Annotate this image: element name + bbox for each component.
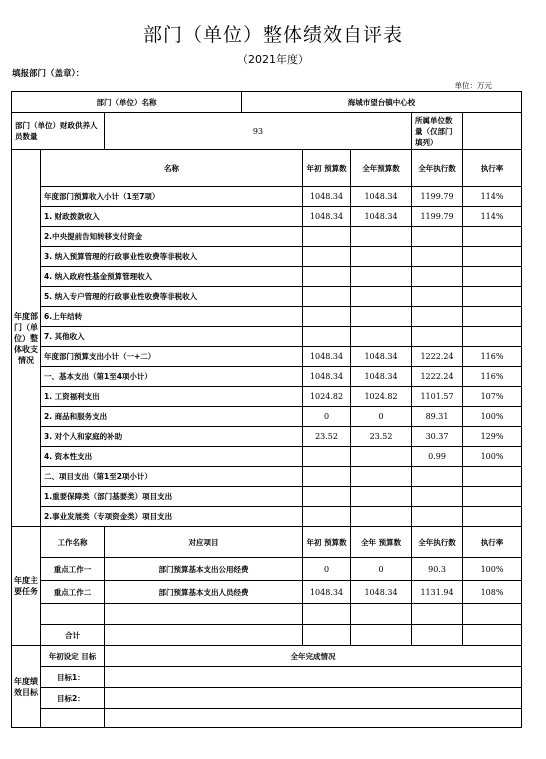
budget-item-exec: 30.37	[412, 427, 463, 447]
budget-row	[12, 347, 522, 367]
budget-item-name: 1. 财政拨款收入	[41, 207, 303, 227]
budget-item-exec	[412, 287, 463, 307]
budget-item-initial	[303, 327, 351, 347]
budget-row	[12, 407, 522, 427]
budget-item-rate	[463, 247, 522, 267]
budget-row	[12, 267, 522, 287]
budget-row	[12, 227, 522, 247]
budget-item-initial: 0	[303, 407, 351, 427]
task-total-row	[12, 625, 522, 646]
budget-item-full	[351, 327, 412, 347]
tasks-col-rate: 执行率	[463, 527, 522, 558]
page-title: 部门（单位）整体绩效自评表	[142, 24, 403, 46]
budget-row	[12, 487, 522, 507]
budget-row	[12, 247, 522, 267]
budget-col-exec: 全年执行数	[412, 150, 463, 187]
budget-item-full: 0	[351, 407, 412, 427]
budget-col-initial: 年初 预算数	[303, 150, 351, 187]
budget-item-rate: 114%	[463, 187, 522, 207]
budget-item-name: 3. 对个人和家庭的补助	[41, 427, 303, 447]
budget-item-rate: 114%	[463, 207, 522, 227]
budget-item-full	[351, 487, 412, 507]
tasks-col-project: 对应项目	[105, 527, 303, 558]
budget-item-exec	[412, 487, 463, 507]
budget-item-rate	[463, 287, 522, 307]
page-subtitle: （2021年度）	[237, 53, 309, 66]
budget-item-exec: 1222.24	[412, 347, 463, 367]
budget-item-name: 年度部门预算收入小计（1至7项）	[41, 187, 303, 207]
budget-item-initial	[303, 487, 351, 507]
goals-col-set: 年初设定 目标	[41, 646, 105, 667]
budget-item-rate	[463, 267, 522, 287]
budget-col-rate: 执行率	[463, 150, 522, 187]
budget-item-initial	[303, 447, 351, 467]
budget-row	[12, 307, 522, 327]
budget-item-full	[351, 307, 412, 327]
budget-item-name: 2.中央提前告知转移支付资金	[41, 227, 303, 247]
budget-item-initial: 1048.34	[303, 207, 351, 227]
budget-item-initial: 1048.34	[303, 187, 351, 207]
budget-item-rate: 100%	[463, 407, 522, 427]
budget-item-exec: 1101.57	[412, 387, 463, 407]
dept-name-value: 海城市望台镇中心校	[242, 92, 522, 113]
goal-1-label: 目标1：	[41, 667, 105, 688]
budget-item-rate: 129%	[463, 427, 522, 447]
budget-col-name: 名称	[41, 150, 303, 187]
tasks-col-full: 全年 预算数	[351, 527, 412, 558]
budget-item-name: 2.事业发展类（专项资金类）项目支出	[41, 507, 303, 527]
budget-item-full: 1048.34	[351, 187, 412, 207]
budget-item-rate: 116%	[463, 347, 522, 367]
budget-item-initial	[303, 287, 351, 307]
sub-units-value	[463, 113, 522, 150]
budget-item-exec: 89.31	[412, 407, 463, 427]
budget-item-name: 4. 纳入政府性基金预算管理收入	[41, 267, 303, 287]
budget-item-full: 1048.34	[351, 207, 412, 227]
performance-table	[11, 91, 522, 728]
budget-item-initial: 1048.34	[303, 367, 351, 387]
task-initial: 0	[303, 558, 351, 581]
budget-row	[12, 287, 522, 307]
budget-item-full: 1048.34	[351, 367, 412, 387]
budget-item-full	[351, 467, 412, 487]
staff-label: 部门（单位）财政供养人员数量	[12, 113, 105, 150]
budget-col-full: 全年预算数	[351, 150, 412, 187]
task-name: 重点工作一	[41, 558, 105, 581]
budget-item-name: 1. 工资福利支出	[41, 387, 303, 407]
staff-row	[12, 113, 522, 150]
task-project: 部门预算基本支出人员经费	[105, 581, 303, 604]
unit-label: 单位：万元	[454, 81, 492, 90]
task-full: 0	[351, 558, 412, 581]
budget-section-label: 年度部门（单位）整体收支情况	[12, 150, 41, 527]
budget-item-full	[351, 507, 412, 527]
task-row-empty	[12, 604, 522, 625]
goals-col-done: 全年完成情况	[105, 646, 522, 667]
budget-item-initial: 23.52	[303, 427, 351, 447]
tasks-col-task: 工作名称	[41, 527, 105, 558]
budget-row	[12, 367, 522, 387]
budget-item-exec: 0.99	[412, 447, 463, 467]
budget-item-rate: 116%	[463, 367, 522, 387]
dept-name-label: 部门（单位）名称	[12, 92, 242, 113]
budget-item-name: 6.上年结转	[41, 307, 303, 327]
budget-item-name: 3. 纳入预算管理的行政事业性收费等非税收入	[41, 247, 303, 267]
task-exec: 90.3	[412, 558, 463, 581]
budget-item-name: 年度部门预算支出小计（一+二）	[41, 347, 303, 367]
budget-item-initial	[303, 507, 351, 527]
goal-row-empty	[12, 709, 522, 728]
task-exec: 1131.94	[412, 581, 463, 604]
budget-item-rate	[463, 467, 522, 487]
budget-item-exec	[412, 327, 463, 347]
budget-item-initial: 1048.34	[303, 347, 351, 367]
budget-item-name: 2. 商品和服务支出	[41, 407, 303, 427]
budget-item-exec	[412, 307, 463, 327]
budget-item-name: 4. 资本性支出	[41, 447, 303, 467]
budget-item-rate	[463, 307, 522, 327]
budget-item-initial	[303, 267, 351, 287]
budget-item-full	[351, 287, 412, 307]
budget-item-initial	[303, 307, 351, 327]
budget-row	[12, 187, 522, 207]
budget-item-exec: 1222.24	[412, 367, 463, 387]
budget-header-row	[12, 150, 522, 187]
budget-item-full	[351, 227, 412, 247]
budget-item-name: 5. 纳入专户管理的行政事业性收费等非税收入	[41, 287, 303, 307]
budget-row	[12, 387, 522, 407]
task-full: 1048.34	[351, 581, 412, 604]
task-total-label: 合计	[41, 625, 105, 646]
budget-item-rate	[463, 507, 522, 527]
budget-item-initial	[303, 227, 351, 247]
staff-value: 93	[105, 113, 412, 150]
budget-item-full	[351, 247, 412, 267]
tasks-header-row	[12, 527, 522, 558]
budget-item-full: 1048.34	[351, 347, 412, 367]
budget-item-rate	[463, 227, 522, 247]
budget-item-name: 7. 其他收入	[41, 327, 303, 347]
filler-label: 填报部门（盖章）：	[12, 69, 85, 79]
task-rate: 108%	[463, 581, 522, 604]
budget-item-full: 23.52	[351, 427, 412, 447]
budget-item-exec: 1199.79	[412, 207, 463, 227]
budget-item-name: 二、项目支出（第1至2项小计）	[41, 467, 303, 487]
budget-item-exec	[412, 227, 463, 247]
task-name: 重点工作二	[41, 581, 105, 604]
task-row	[12, 581, 522, 604]
budget-item-exec	[412, 507, 463, 527]
budget-item-name: 一、基本支出（第1至4项小计）	[41, 367, 303, 387]
task-project: 部门预算基本支出公用经费	[105, 558, 303, 581]
sub-units-label: 所属单位数量（仅部门填列）	[412, 113, 463, 150]
budget-item-initial	[303, 467, 351, 487]
budget-item-rate	[463, 327, 522, 347]
goal-row	[12, 667, 522, 688]
budget-item-rate: 100%	[463, 447, 522, 467]
goals-section-label: 年度绩效目标	[12, 646, 41, 728]
budget-row	[12, 447, 522, 467]
budget-item-exec: 1199.79	[412, 187, 463, 207]
budget-row	[12, 467, 522, 487]
task-row	[12, 558, 522, 581]
budget-item-exec	[412, 247, 463, 267]
budget-item-initial: 1024.82	[303, 387, 351, 407]
budget-item-rate: 107%	[463, 387, 522, 407]
budget-item-exec	[412, 267, 463, 287]
budget-row	[12, 427, 522, 447]
budget-item-full	[351, 267, 412, 287]
budget-row	[12, 507, 522, 527]
budget-item-full: 1024.82	[351, 387, 412, 407]
task-rate: 100%	[463, 558, 522, 581]
task-initial: 1048.34	[303, 581, 351, 604]
budget-row	[12, 327, 522, 347]
goal-row	[12, 688, 522, 709]
tasks-col-initial: 年初 预算数	[303, 527, 351, 558]
goal-2-label: 目标2：	[41, 688, 105, 709]
budget-item-rate	[463, 487, 522, 507]
budget-item-initial	[303, 247, 351, 267]
tasks-section-label: 年度主要任务	[12, 527, 41, 646]
tasks-col-exec: 全年执行数	[412, 527, 463, 558]
budget-item-full	[351, 447, 412, 467]
budget-item-name: 1.重要保障类（部门基要类）项目支出	[41, 487, 303, 507]
dept-name-row	[12, 92, 522, 113]
goals-header-row	[12, 646, 522, 667]
budget-item-exec	[412, 467, 463, 487]
budget-row	[12, 207, 522, 227]
